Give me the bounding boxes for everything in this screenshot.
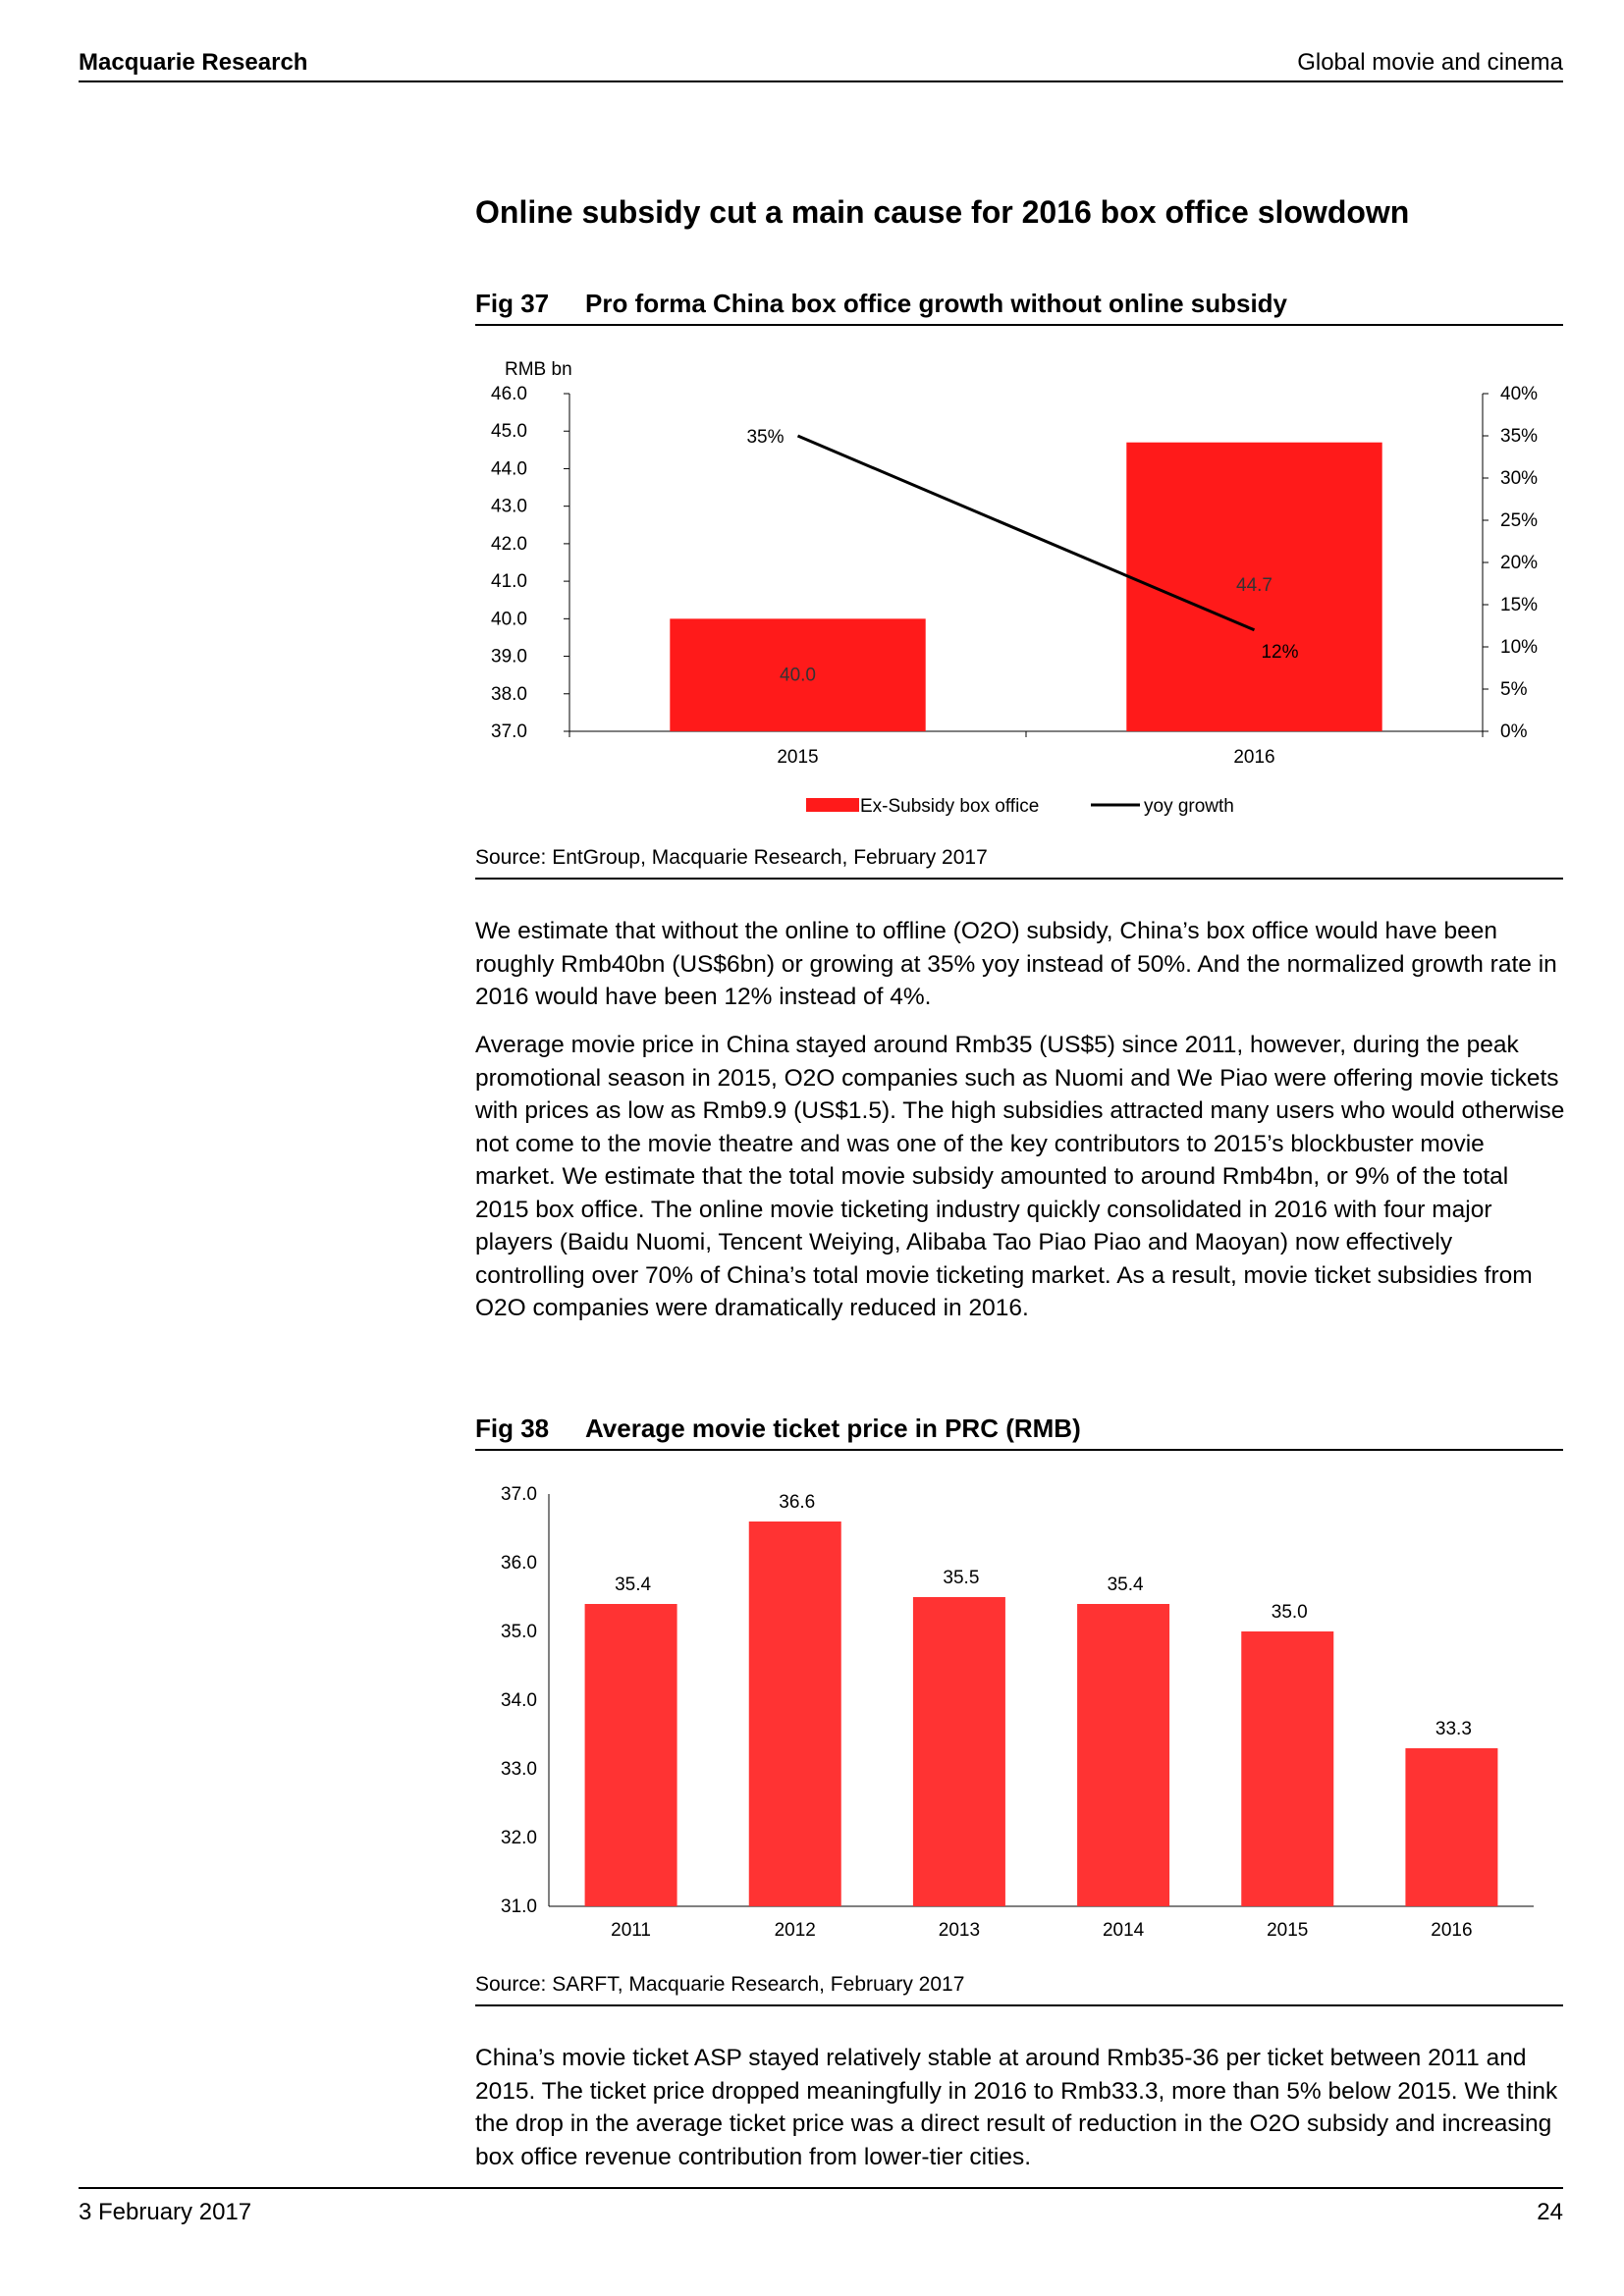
fig37-bar-label: 40.0 bbox=[780, 665, 816, 686]
fig38-bar bbox=[913, 1597, 1005, 1906]
fig38-title-rule bbox=[475, 1449, 1563, 1451]
brand-name: Macquarie Research bbox=[79, 49, 308, 76]
paragraph-2: Average movie price in China stayed around Rmb35 (US$5) since 2011, however, during the peak promotional season in 2015, O2O companies such as Nuomi and We Piao were offering movie tickets with prices as low as Rmb9.9 (US$1.5). The high subsidies attracted many users who would otherwise not come to the movie theatre and was one of the key contributors to 2015’s blockbuster movie market. We estimate that the total movie subsidy amounted to around Rmb4bn, or 9% of the total 2015 box office. The online movie ticketing industry quickly consolidated in 2016 with four major players (Baidu Nuomi, Tencent Weiying, Alibaba Tao Piao Piao and Maoyan) now effectively controlling over 70% of China’s total movie ticketing market. As a result, movie ticket subsidies from O2O companies were dramatically reduced in 2016. bbox=[475, 1032, 1565, 1321]
fig38-bar-label: 33.3 bbox=[1435, 1719, 1472, 1739]
report-title: Global movie and cinema bbox=[1297, 49, 1563, 76]
fig37-left-tick-label: 46.0 bbox=[491, 384, 527, 404]
fig37-x-tick-label: 2016 bbox=[1233, 747, 1275, 768]
fig38-source-rule bbox=[475, 2004, 1563, 2006]
fig38-title-text: Average movie ticket price in PRC (RMB) bbox=[585, 1414, 1081, 1443]
fig38-bar-label: 35.4 bbox=[1107, 1575, 1144, 1595]
fig37-left-tick-label: 44.0 bbox=[491, 458, 527, 480]
fig37-right-tick-label: 0% bbox=[1500, 721, 1528, 742]
fig37-legend-bar-label: Ex-Subsidy box office bbox=[860, 796, 1040, 817]
fig37-right-tick-label: 20% bbox=[1500, 553, 1539, 573]
fig37-right-tick-label: 25% bbox=[1500, 510, 1539, 531]
fig37-right-tick-label: 10% bbox=[1500, 637, 1539, 658]
fig38-x-tick-label: 2015 bbox=[1267, 1920, 1309, 1941]
fig38-bar-label: 35.4 bbox=[615, 1575, 652, 1595]
fig37-left-tick-label: 40.0 bbox=[491, 609, 527, 630]
footer-divider bbox=[79, 2187, 1563, 2189]
paragraph-1: We estimate that without the online to offline (O2O) subsidy, China’s box office would have been roughly Rmb40bn (US$6bn) or growing at 35% yoy instead of 50%. And the normalized growth rate in 2016 would have been 12% instead of 4%. bbox=[475, 918, 1557, 1010]
fig38-chart-svg bbox=[475, 1472, 1563, 1953]
page-number: 24 bbox=[1537, 2199, 1563, 2225]
fig38-x-tick-label: 2014 bbox=[1102, 1920, 1145, 1941]
fig37-left-tick-label: 41.0 bbox=[491, 571, 527, 593]
fig38-bar-label: 35.0 bbox=[1271, 1602, 1308, 1623]
fig37-right-tick-label: 5% bbox=[1500, 679, 1528, 700]
fig38-x-tick-label: 2011 bbox=[611, 1920, 652, 1941]
paragraph-3: China’s movie ticket ASP stayed relatively stable at around Rmb35-36 per ticket between 2011 and 2015. The ticket price dropped meaningfully in 2016 to Rmb33.3, more than 5% below 2015. We think the drop in the average ticket price was a direct result of reduction in the O2O subsidy and increasing box office revenue contribution from lower-tier cities. bbox=[475, 2045, 1558, 2170]
fig37-y-axis-unit: RMB bn bbox=[505, 359, 572, 380]
fig37-legend-bar-swatch bbox=[806, 798, 859, 812]
fig38-source: Source: SARFT, Macquarie Research, February 2017 bbox=[475, 1973, 965, 1996]
fig37-bar-label: 44.7 bbox=[1236, 574, 1272, 596]
footer-date: 3 February 2017 bbox=[79, 2199, 252, 2225]
fig38-bar-label: 36.6 bbox=[779, 1492, 816, 1513]
fig37-title-rule bbox=[475, 324, 1563, 326]
fig38-y-tick-label: 34.0 bbox=[501, 1690, 537, 1711]
fig37-right-tick-label: 35% bbox=[1500, 426, 1539, 447]
fig37-chart-svg bbox=[475, 353, 1563, 825]
fig37-right-tick-label: 15% bbox=[1500, 595, 1539, 615]
fig37-title-text: Pro forma China box office growth without online subsidy bbox=[585, 289, 1288, 318]
fig37-left-tick-label: 45.0 bbox=[491, 421, 527, 443]
fig38-bar bbox=[1241, 1631, 1333, 1906]
fig38-x-tick-label: 2016 bbox=[1431, 1920, 1473, 1941]
fig37-title bbox=[475, 289, 1287, 319]
fig38-y-tick-label: 33.0 bbox=[501, 1759, 537, 1780]
fig37-left-tick-label: 42.0 bbox=[491, 533, 527, 555]
fig38-y-tick-label: 32.0 bbox=[501, 1828, 537, 1848]
fig38-chart bbox=[475, 1472, 1563, 1953]
fig37-line-label: 35% bbox=[746, 427, 785, 448]
fig37-number: Fig 37 bbox=[475, 289, 550, 318]
fig38-number: Fig 38 bbox=[475, 1414, 550, 1443]
fig37-line-label: 12% bbox=[1261, 641, 1299, 663]
fig37-right-tick-label: 40% bbox=[1500, 384, 1539, 404]
fig37-left-tick-label: 37.0 bbox=[491, 721, 527, 742]
fig38-title bbox=[475, 1414, 1081, 1444]
fig37-legend-line-label: yoy growth bbox=[1144, 796, 1234, 817]
fig37-left-tick-label: 43.0 bbox=[491, 496, 527, 517]
fig38-y-tick-label: 37.0 bbox=[501, 1484, 537, 1505]
fig38-bar bbox=[585, 1604, 677, 1906]
fig38-y-tick-label: 31.0 bbox=[501, 1896, 537, 1917]
header-divider bbox=[79, 80, 1563, 82]
fig38-x-tick-label: 2013 bbox=[938, 1920, 981, 1941]
section-title: Online subsidy cut a main cause for 2016 box office slowdown bbox=[475, 194, 1410, 230]
fig38-bar-label: 35.5 bbox=[943, 1568, 980, 1588]
fig37-x-tick-label: 2015 bbox=[777, 747, 819, 768]
fig38-y-tick-label: 36.0 bbox=[501, 1553, 537, 1574]
fig37-source: Source: EntGroup, Macquarie Research, February 2017 bbox=[475, 846, 988, 869]
fig38-bar bbox=[749, 1522, 841, 1906]
fig38-bar bbox=[1405, 1748, 1497, 1906]
fig38-x-tick-label: 2012 bbox=[774, 1920, 816, 1941]
fig37-left-tick-label: 38.0 bbox=[491, 683, 527, 705]
fig37-chart bbox=[475, 353, 1563, 825]
fig38-y-tick-label: 35.0 bbox=[501, 1622, 537, 1642]
fig38-bar bbox=[1077, 1604, 1169, 1906]
fig37-left-tick-label: 39.0 bbox=[491, 646, 527, 667]
fig37-right-tick-label: 30% bbox=[1500, 468, 1539, 489]
fig37-source-rule bbox=[475, 878, 1563, 880]
